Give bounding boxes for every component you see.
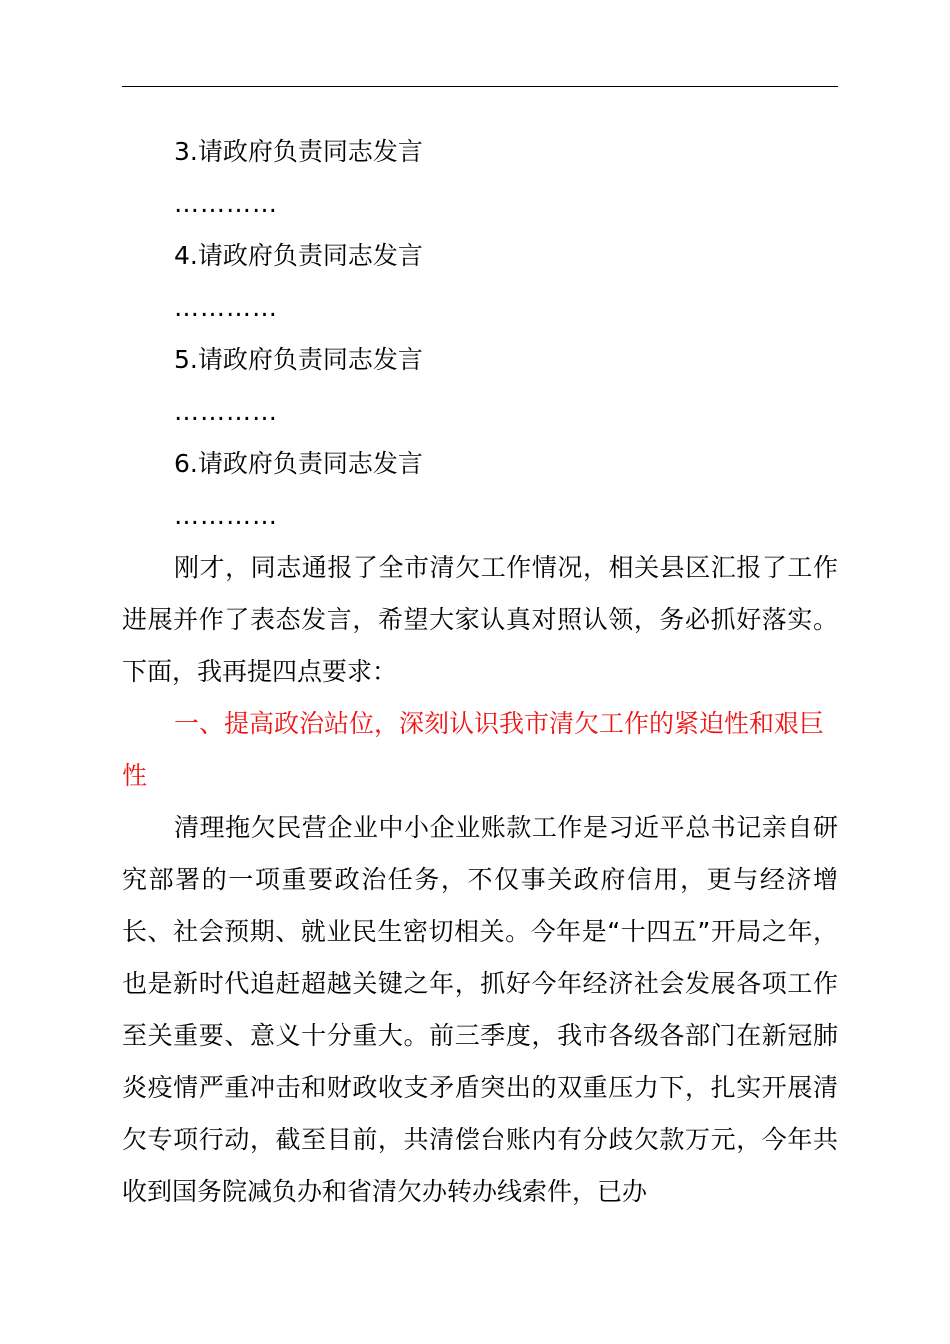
- section-heading-1: 一、提高政治站位，深刻认识我市清欠工作的紧迫性和艰巨性: [122, 709, 825, 790]
- agenda-item-6: 6.请政府负责同志发言: [174, 449, 423, 478]
- agenda-dots-3: …………: [174, 189, 278, 218]
- agenda-item-5: 5.请政府负责同志发言: [174, 345, 423, 374]
- document-body: [122, 126, 838, 1218]
- agenda-dots-5: …………: [174, 397, 278, 426]
- agenda-item-3: 3.请政府负责同志发言: [174, 137, 423, 166]
- agenda-dots-4: …………: [174, 293, 278, 322]
- agenda-item-4: 4.请政府负责同志发言: [174, 241, 423, 270]
- header-rule: [122, 86, 838, 87]
- intro-paragraph: 刚才，同志通报了全市清欠工作情况，相关县区汇报了工作进展并作了表态发言，希望大家认真对照认领，务必抓好落实。下面，我再提四点要求：: [122, 553, 838, 686]
- body-paragraph: 清理拖欠民营企业中小企业账款工作是习近平总书记亲自研究部署的一项重要政治任务，不仅事关政府信用，更与经济增长、社会预期、就业民生密切相关。今年是“十四五”开局之年，也是新时代追赶超越关键之年，抓好今年经济社会发展各项工作至关重要、意义十分重大。前三季度，我市各级各部门在新冠肺炎疫情严重冲击和财政收支矛盾突出的双重压力下，扎实开展清欠专项行动，截至目前，共清偿台账内有分歧欠款万元，今年共收到国务院减负办和省清欠办转办线索件，已办: [122, 813, 838, 1206]
- agenda-dots-6: …………: [174, 501, 278, 530]
